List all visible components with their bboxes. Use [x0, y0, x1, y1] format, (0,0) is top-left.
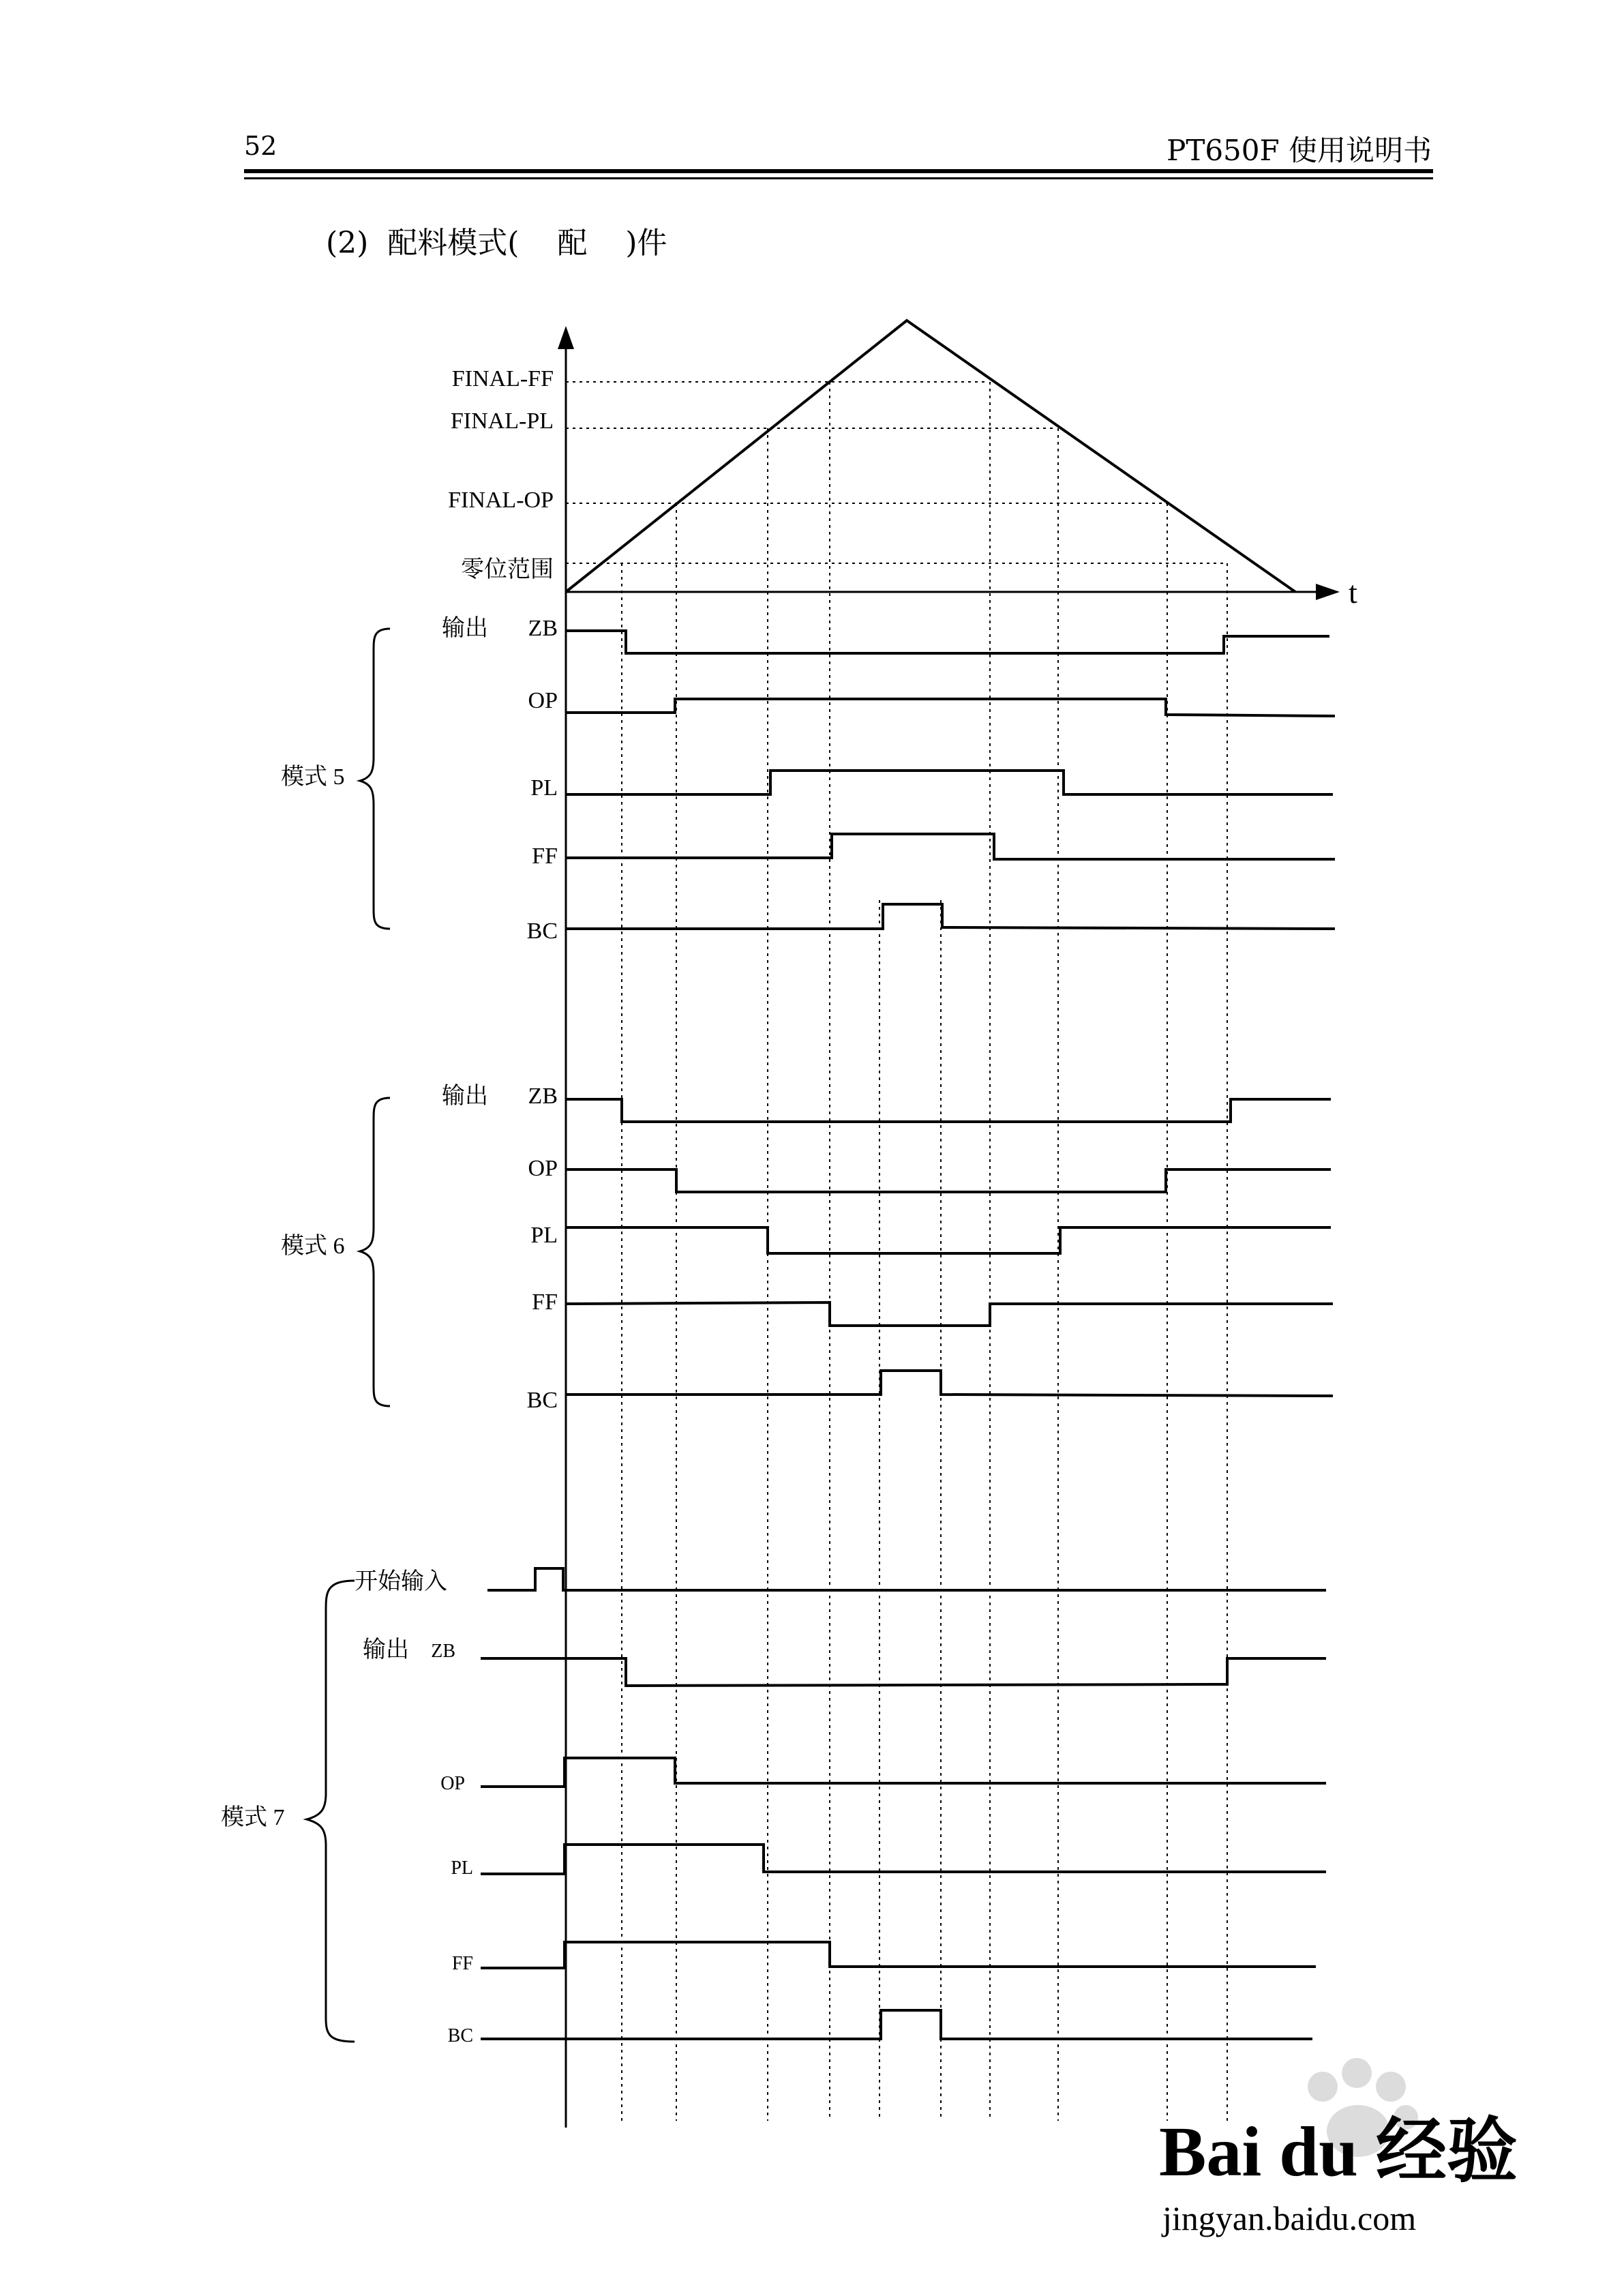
mode-label: 模式 7	[221, 1805, 285, 1830]
x-axis-arrow-icon	[1316, 584, 1340, 600]
signal-label-bc: BC	[447, 2025, 473, 2046]
waveform-pl	[566, 771, 1333, 794]
waveform-op	[566, 1169, 1331, 1192]
mode-7-brace	[307, 1581, 355, 2042]
level-label-final-op: FINAL-OP	[448, 488, 554, 513]
signal-label-ff: FF	[532, 844, 558, 869]
signal-label-pl: PL	[530, 1223, 558, 1248]
waveform-bc	[566, 1371, 1333, 1396]
mode-6-brace	[360, 1098, 390, 1406]
waveform-zb	[481, 1658, 1326, 1686]
output-label: 输出	[363, 1637, 409, 1663]
waveform-bc	[481, 2010, 1312, 2039]
signal-label-bc: BC	[526, 1388, 558, 1413]
y-axis-arrow-icon	[558, 326, 574, 349]
grid-lines	[566, 382, 1227, 2121]
signal-label-ff: FF	[451, 1953, 473, 1974]
time-axis-label: t	[1349, 575, 1357, 610]
signal-label-zb: ZB	[528, 616, 558, 641]
weight-curve	[566, 320, 1295, 592]
watermark-logo-text: Bai du 经验	[1159, 2113, 1518, 2191]
baidu-watermark	[1159, 2058, 1518, 2237]
manual-title: PT650F 使用说明书	[1167, 134, 1432, 167]
signal-label-pl: PL	[530, 775, 558, 801]
signal-label-op: OP	[528, 1156, 558, 1181]
signal-label-zb: ZB	[431, 1641, 455, 1662]
signal-label-op: OP	[440, 1773, 465, 1794]
mode-label: 模式 6	[281, 1234, 345, 1259]
signal-label-op: OP	[528, 688, 558, 713]
mode-label: 模式 5	[281, 764, 345, 790]
waveform-ff	[566, 1302, 1333, 1326]
section-title: (2) 配料模式( 配 )件	[326, 226, 667, 260]
waveform-start-input	[487, 1568, 1326, 1590]
watermark-site: jingyan.baidu.com	[1162, 2199, 1417, 2237]
waveform-op	[481, 1758, 1326, 1787]
start-input-label: 开始输入	[355, 1569, 447, 1594]
output-label: 输出	[442, 616, 488, 641]
waveform-zb	[566, 1099, 1331, 1122]
signal-label-ff: FF	[532, 1289, 558, 1315]
waveform-ff	[566, 834, 1335, 859]
level-label-zero-range: 零位范围	[461, 557, 554, 582]
mode-6-group	[281, 1083, 1333, 1413]
waveform-op	[566, 699, 1335, 716]
mode-5-group	[281, 615, 1335, 944]
level-label-final-ff: FINAL-FF	[451, 366, 554, 391]
waveform-ff	[481, 1942, 1316, 1968]
page-number: 52	[244, 131, 277, 161]
signal-label-pl: PL	[451, 1858, 473, 1879]
mode-5-brace	[360, 629, 390, 929]
output-label: 输出	[442, 1084, 488, 1109]
level-label-final-pl: FINAL-PL	[450, 408, 554, 434]
waveform-zb	[566, 631, 1329, 653]
waveform-bc	[566, 904, 1335, 929]
signal-label-bc: BC	[526, 919, 558, 944]
waveform-pl	[481, 1845, 1326, 1874]
waveform-pl	[566, 1227, 1331, 1253]
mode-7-group	[221, 1568, 1326, 2046]
signal-label-zb: ZB	[528, 1084, 558, 1109]
